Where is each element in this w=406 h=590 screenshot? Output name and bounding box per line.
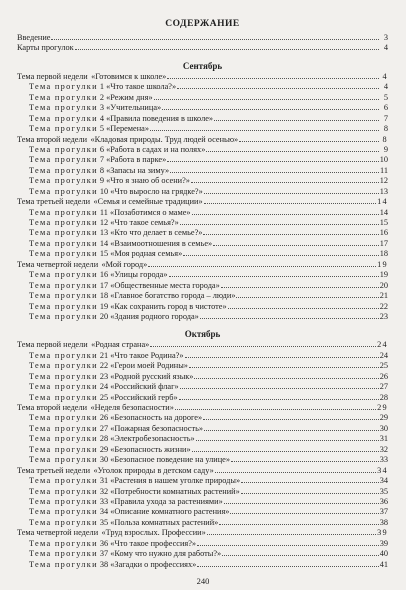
entry-label: Тема прогулки	[29, 124, 98, 134]
entry-text	[29, 455, 230, 465]
entry-page-number: 16	[379, 228, 388, 238]
page-title: СОДЕРЖАНИЕ	[165, 19, 240, 29]
entry-title: 12 «Что такое семья?»	[99, 218, 179, 227]
dot-leader	[185, 357, 379, 358]
entry-label: Тема прогулки	[29, 103, 98, 113]
entry-text	[29, 372, 193, 382]
dot-leader	[203, 234, 378, 235]
entry-title: 36 «Что такое профессия?»	[99, 538, 197, 548]
walk-topic-entry	[17, 424, 388, 434]
entry-page-number: 4	[383, 43, 388, 53]
dot-leader	[236, 297, 378, 298]
walk-topic-entry	[17, 497, 388, 507]
entry-label: Тема третьей недели	[17, 465, 91, 475]
dot-leader	[231, 461, 379, 462]
entry-title: 22 «Герои моей Родины»	[99, 361, 188, 371]
week-topic-entry	[17, 528, 388, 538]
entry-text	[29, 487, 240, 497]
entry-label: Тема прогулки	[29, 176, 98, 186]
entry-text	[29, 124, 149, 134]
entry-label: Тема прогулки	[29, 228, 98, 238]
walk-topic-entry	[17, 487, 388, 497]
dot-leader	[180, 388, 379, 389]
entry-text	[29, 507, 229, 517]
entry-text	[29, 539, 196, 549]
entry-page-number: 14	[377, 197, 388, 207]
entry-page-number: 35	[379, 486, 388, 496]
dot-leader	[203, 419, 379, 420]
entry-label: Тема прогулки	[29, 392, 98, 402]
entry-label: Тема второй недели	[17, 403, 88, 412]
week-topic-entry	[17, 403, 388, 413]
entry-title: 37 «Кому что нужно для работы?»	[99, 549, 222, 559]
entry-label: Тема прогулки	[29, 444, 98, 454]
walk-topic-entry	[17, 124, 388, 134]
entry-text	[29, 393, 178, 403]
entry-label: Тема первой недели	[17, 71, 88, 81]
entry-label: Тема прогулки	[29, 144, 98, 154]
dot-leader	[214, 120, 379, 121]
dot-leader	[222, 555, 379, 556]
entry-label: Тема прогулки	[29, 311, 98, 321]
entry-page-number: 18	[379, 249, 388, 259]
entry-label: Тема прогулки	[29, 186, 98, 196]
entry-label: Тема прогулки	[29, 238, 98, 248]
entry-text	[29, 270, 168, 280]
dot-leader	[148, 266, 376, 267]
entry-page-number: 37	[379, 507, 388, 517]
entry-page-number: 27	[379, 382, 388, 392]
entry-page-number: 11	[380, 165, 388, 175]
walk-topic-entry	[17, 249, 388, 259]
entry-page-number: 34	[379, 476, 388, 486]
walk-topic-entry	[17, 93, 388, 103]
entry-page-number: 24	[379, 350, 388, 360]
entry-page-number: 21	[379, 291, 388, 301]
dot-leader	[228, 308, 379, 309]
entry-text	[17, 197, 203, 207]
entry-label: Тема прогулки	[29, 301, 98, 311]
entry-title: «Семья и семейные традиции»	[93, 197, 203, 207]
walk-topic-entry	[17, 382, 388, 392]
entry-title: 32 «Потребности комнатных растений»	[99, 486, 240, 496]
week-topic-entry	[17, 135, 388, 145]
entry-text	[29, 497, 223, 507]
dot-leader	[207, 534, 376, 535]
dot-leader	[200, 318, 379, 319]
dot-leader	[241, 493, 379, 494]
entry-label: Тема прогулки	[29, 507, 98, 517]
entry-title: 29 «Безопасность жизни»	[99, 444, 191, 454]
entry-title: «Труд взрослых. Профессии»	[101, 528, 206, 538]
entry-text	[29, 382, 179, 392]
dot-leader	[192, 214, 379, 215]
entry-text	[17, 135, 238, 145]
entry-title: «Готовимся к школе»	[91, 71, 167, 81]
walk-topic-entry	[17, 361, 388, 371]
entry-label: Тема прогулки	[29, 455, 98, 465]
dot-leader	[204, 193, 379, 194]
entry-title: 8 «Запасы на зиму»	[99, 165, 170, 175]
entry-text	[29, 312, 199, 322]
entry-text	[29, 351, 184, 361]
entry-title: 17 «Общественные места города»	[99, 280, 220, 290]
entry-label: Тема прогулки	[29, 361, 98, 371]
entry-page-number: 14	[379, 207, 388, 217]
entry-title: 11 «Позаботимся о маме»	[99, 207, 191, 217]
entry-page-number: 41	[379, 559, 388, 569]
walk-topic-entry	[17, 312, 388, 322]
entry-label: Тема четвертой недели	[17, 259, 99, 269]
entry-text	[29, 208, 191, 218]
entry-page-number: 8	[383, 124, 388, 134]
dot-leader	[204, 430, 379, 431]
walk-topic-entry	[17, 476, 388, 486]
dot-leader	[167, 161, 378, 162]
entry-label: Тема прогулки	[29, 113, 98, 123]
entry-label: Тема прогулки	[29, 155, 98, 165]
entry-label: Тема прогулки	[29, 82, 98, 92]
entry-text	[29, 228, 202, 238]
entry-title: 20 «Здания родного города»	[99, 311, 199, 321]
entry-text	[17, 528, 206, 538]
entry-label: Тема прогулки	[29, 382, 98, 392]
dot-leader	[204, 203, 376, 204]
entry-title: 1 «Что такое школа?»	[99, 82, 177, 92]
entry-page-number: 30	[379, 423, 388, 433]
entry-title: 18 «Главное богатство города – люди»	[99, 291, 236, 301]
entry-title: 25 «Российский герб»	[99, 392, 178, 402]
entry-page-number: 28	[379, 392, 388, 402]
walk-topic-entry	[17, 281, 388, 291]
entry-title: 9 «Что я знаю об осени?»	[99, 176, 190, 186]
entry-text	[17, 33, 50, 43]
week-topic-entry	[17, 260, 388, 270]
entry-title: 4 «Правила поведения в школе»	[99, 113, 214, 123]
entry-page-number: 36	[379, 496, 388, 506]
entry-title: 23 «Родной русский язык»	[99, 371, 194, 381]
entry-title: «Уголок природы в детском саду»	[93, 465, 214, 475]
entry-page-number: 5	[383, 92, 388, 102]
dot-leader	[154, 99, 379, 100]
walk-topic-entry	[17, 413, 388, 423]
entry-label: Тема прогулки	[29, 207, 98, 217]
dot-leader	[51, 39, 379, 40]
entry-title: 3 «Учительница»	[99, 103, 162, 113]
dot-leader	[179, 399, 379, 400]
entry-text	[29, 291, 235, 301]
dot-leader	[175, 409, 376, 410]
dot-leader	[183, 255, 378, 256]
entry-label: Тема прогулки	[29, 486, 98, 496]
entry-text	[29, 145, 205, 155]
entry-text	[29, 445, 191, 455]
entry-page-number: 39	[377, 528, 388, 538]
entry-label: Тема прогулки	[29, 218, 98, 227]
month-heading: Октябрь	[184, 329, 221, 340]
entry-text	[29, 176, 190, 186]
entry-title: 34 «Описание комнатного растения»	[99, 507, 230, 517]
walk-topic-entry	[17, 291, 388, 301]
dot-leader	[219, 524, 378, 525]
dot-leader	[192, 451, 379, 452]
entry-text	[17, 260, 147, 270]
entry-label: Тема прогулки	[29, 249, 98, 259]
entry-text	[29, 239, 212, 249]
walk-topic-entry	[17, 82, 388, 92]
month-heading: Сентябрь	[182, 60, 223, 71]
dot-leader	[191, 182, 379, 183]
entry-page-number: 31	[379, 434, 388, 444]
entry-page-number: 39	[379, 538, 388, 548]
dot-leader	[150, 346, 376, 347]
entry-text	[29, 434, 195, 444]
entry-title: 14 «Взаимоотношения в семье»	[99, 238, 213, 248]
entry-page-number: 29	[379, 413, 388, 423]
entry-title: 2 «Режим дня»	[99, 92, 153, 102]
entry-text	[29, 424, 203, 434]
walk-topic-entry	[17, 187, 388, 197]
intro-entry	[17, 33, 388, 43]
entry-page-number: 7	[383, 113, 388, 123]
entry-title: 7 «Работа в парке»	[99, 155, 167, 165]
dot-leader	[167, 78, 379, 79]
entry-title: 38 «Загадки о профессиях»	[99, 559, 197, 569]
entry-page-number: 19	[377, 259, 388, 269]
entry-label: Тема прогулки	[29, 92, 98, 102]
walk-topic-entry	[17, 351, 388, 361]
entry-label: Тема прогулки	[29, 559, 98, 569]
entry-label: Тема прогулки	[29, 280, 98, 290]
entry-page-number: 4	[382, 71, 388, 81]
entry-page-number: 13	[379, 186, 388, 196]
entry-title: 19 «Как сохранить город в чистоте»	[99, 301, 227, 311]
walk-topic-entry	[17, 239, 388, 249]
dot-leader	[75, 49, 379, 50]
dot-leader	[150, 130, 379, 131]
entry-label: Тема прогулки	[29, 517, 98, 527]
walk-topic-entry	[17, 518, 388, 528]
entry-title: Введение	[17, 33, 51, 42]
week-topic-entry	[17, 72, 388, 82]
walk-topic-entry	[17, 270, 388, 280]
entry-text	[29, 549, 221, 559]
entry-page-number: 40	[379, 549, 388, 559]
entry-text	[29, 560, 196, 570]
week-topic-entry	[17, 340, 388, 350]
dot-leader	[170, 172, 379, 173]
entry-text	[17, 466, 214, 476]
entry-text	[29, 114, 213, 124]
walk-topic-entry	[17, 455, 388, 465]
entry-page-number: 26	[379, 371, 388, 381]
week-topic-entry	[17, 197, 388, 207]
dot-leader	[215, 472, 376, 473]
entry-label: Тема четвертой недели	[17, 528, 99, 538]
entry-label: Тема прогулки	[29, 413, 98, 423]
entry-page-number: 17	[379, 238, 388, 248]
entry-page-number: 24	[377, 340, 388, 350]
table-of-contents	[17, 33, 388, 570]
entry-text	[29, 155, 166, 165]
walk-topic-entry	[17, 145, 388, 155]
entry-text	[29, 82, 176, 92]
entry-page-number: 29	[377, 403, 388, 412]
entry-text	[29, 218, 179, 228]
entry-text	[17, 403, 174, 413]
entry-text	[29, 476, 240, 486]
entry-page-number: 34	[377, 465, 388, 475]
entry-label: Тема прогулки	[29, 350, 98, 360]
dot-leader	[196, 440, 379, 441]
dot-leader	[241, 482, 379, 483]
entry-label: Тема прогулки	[29, 270, 98, 280]
walk-topic-entry	[17, 560, 388, 570]
entry-title: 13 «Кто что делает в семье?»	[99, 228, 203, 238]
entry-page-number: 8	[382, 134, 388, 144]
entry-page-number: 9	[383, 144, 388, 154]
entry-text	[29, 166, 169, 176]
entry-page-number: 15	[379, 218, 388, 227]
walk-topic-entry	[17, 166, 388, 176]
entry-title: 30 «Безопасное поведение на улице»	[99, 455, 231, 465]
walk-topic-entry	[17, 539, 388, 549]
entry-page-number: 12	[379, 176, 388, 186]
walk-topic-entry	[17, 393, 388, 403]
entry-text	[29, 518, 218, 528]
entry-page-number: 23	[379, 311, 388, 321]
entry-label: Тема первой недели	[17, 340, 88, 350]
entry-label: Тема прогулки	[29, 549, 98, 559]
entry-title: 31 «Растения в нашем уголке природы»	[99, 476, 241, 486]
entry-text	[29, 302, 227, 312]
week-topic-entry	[17, 466, 388, 476]
dot-leader	[180, 224, 379, 225]
dot-leader	[221, 287, 379, 288]
entry-page-number: 22	[379, 301, 388, 311]
entry-page-number: 32	[379, 444, 388, 454]
entry-title: 15 «Моя родная семья»	[99, 249, 183, 259]
dot-leader	[230, 513, 378, 514]
entry-text	[29, 187, 203, 197]
dot-leader	[239, 141, 379, 142]
walk-topic-entry	[17, 302, 388, 312]
entry-title: 16 «Улицы города»	[99, 270, 168, 280]
walk-topic-entry	[17, 218, 388, 228]
walk-topic-entry	[17, 155, 388, 165]
entry-page-number: 25	[379, 361, 388, 371]
dot-leader	[169, 276, 379, 277]
dot-leader	[224, 503, 379, 504]
dot-leader	[206, 151, 379, 152]
entry-text	[29, 361, 188, 371]
dot-leader	[197, 545, 379, 546]
entry-title: 5 «Перемена»	[99, 124, 149, 134]
entry-title: Карты прогулок	[17, 43, 74, 53]
entry-page-number: 33	[379, 455, 388, 465]
entry-text	[17, 72, 166, 82]
entry-label: Тема прогулки	[29, 434, 98, 444]
entry-label: Тема прогулки	[29, 423, 98, 433]
walk-topic-entry	[17, 176, 388, 186]
entry-page-number: 20	[379, 280, 388, 290]
entry-page-number: 6	[383, 103, 388, 113]
entry-label: Тема прогулки	[29, 476, 98, 486]
entry-page-number: 38	[379, 517, 388, 527]
entry-text	[29, 103, 161, 113]
entry-label: Тема третьей недели	[17, 197, 91, 207]
entry-page-number: 10	[379, 155, 388, 165]
walk-topic-entry	[17, 114, 388, 124]
entry-title: 24 «Российский флаг»	[99, 382, 179, 392]
entry-page-number: 3	[383, 33, 388, 42]
walk-topic-entry	[17, 507, 388, 517]
entry-title: 33 «Правила ухода за растениями»	[99, 496, 223, 506]
dot-leader	[197, 566, 378, 567]
entry-page-number: 19	[379, 270, 388, 280]
dot-leader	[162, 109, 379, 110]
entry-title: «Мой город»	[101, 259, 148, 269]
entry-title: 28 «Электробезопасность»	[99, 434, 195, 444]
entry-page-number: 4	[383, 82, 388, 92]
entry-title: 6 «Работа в садах и на полях»	[99, 144, 206, 154]
entry-label: Тема прогулки	[29, 371, 98, 381]
entry-text	[29, 413, 202, 423]
walk-topic-entry	[17, 228, 388, 238]
entry-label: Тема прогулки	[29, 496, 98, 506]
walk-topic-entry	[17, 445, 388, 455]
entry-text	[29, 281, 220, 291]
entry-title: 35 «Польза комнатных растений»	[99, 517, 219, 527]
dot-leader	[177, 88, 379, 89]
entry-label: Тема прогулки	[29, 291, 98, 301]
intro-entry	[17, 43, 388, 53]
entry-label: Тема прогулки	[29, 538, 98, 548]
entry-title: 27 «Пожарная безопасность»	[99, 423, 204, 433]
entry-text	[17, 340, 149, 350]
entry-title: 21 «Что такое Родина?»	[99, 350, 184, 360]
entry-text	[17, 43, 74, 53]
dot-leader	[213, 245, 379, 246]
entry-title: «Неделя безопасности»	[90, 403, 174, 412]
entry-title: «Родная страна»	[91, 340, 150, 350]
walk-topic-entry	[17, 434, 388, 444]
walk-topic-entry	[17, 549, 388, 559]
walk-topic-entry	[17, 208, 388, 218]
entry-text	[29, 93, 153, 103]
entry-title: 10 «Что выросло на грядке?»	[99, 186, 203, 196]
entry-label: Тема прогулки	[29, 165, 98, 175]
entry-text	[29, 249, 182, 259]
walk-topic-entry	[17, 372, 388, 382]
entry-label: Тема второй недели	[17, 134, 88, 144]
entry-title: 26 «Безопасность на дороге»	[99, 413, 203, 423]
entry-title: «Кладовая природы. Труд людей осенью»	[90, 134, 239, 144]
dot-leader	[189, 367, 379, 368]
walk-topic-entry	[17, 103, 388, 113]
page-number: 240	[196, 576, 210, 586]
dot-leader	[194, 378, 378, 379]
